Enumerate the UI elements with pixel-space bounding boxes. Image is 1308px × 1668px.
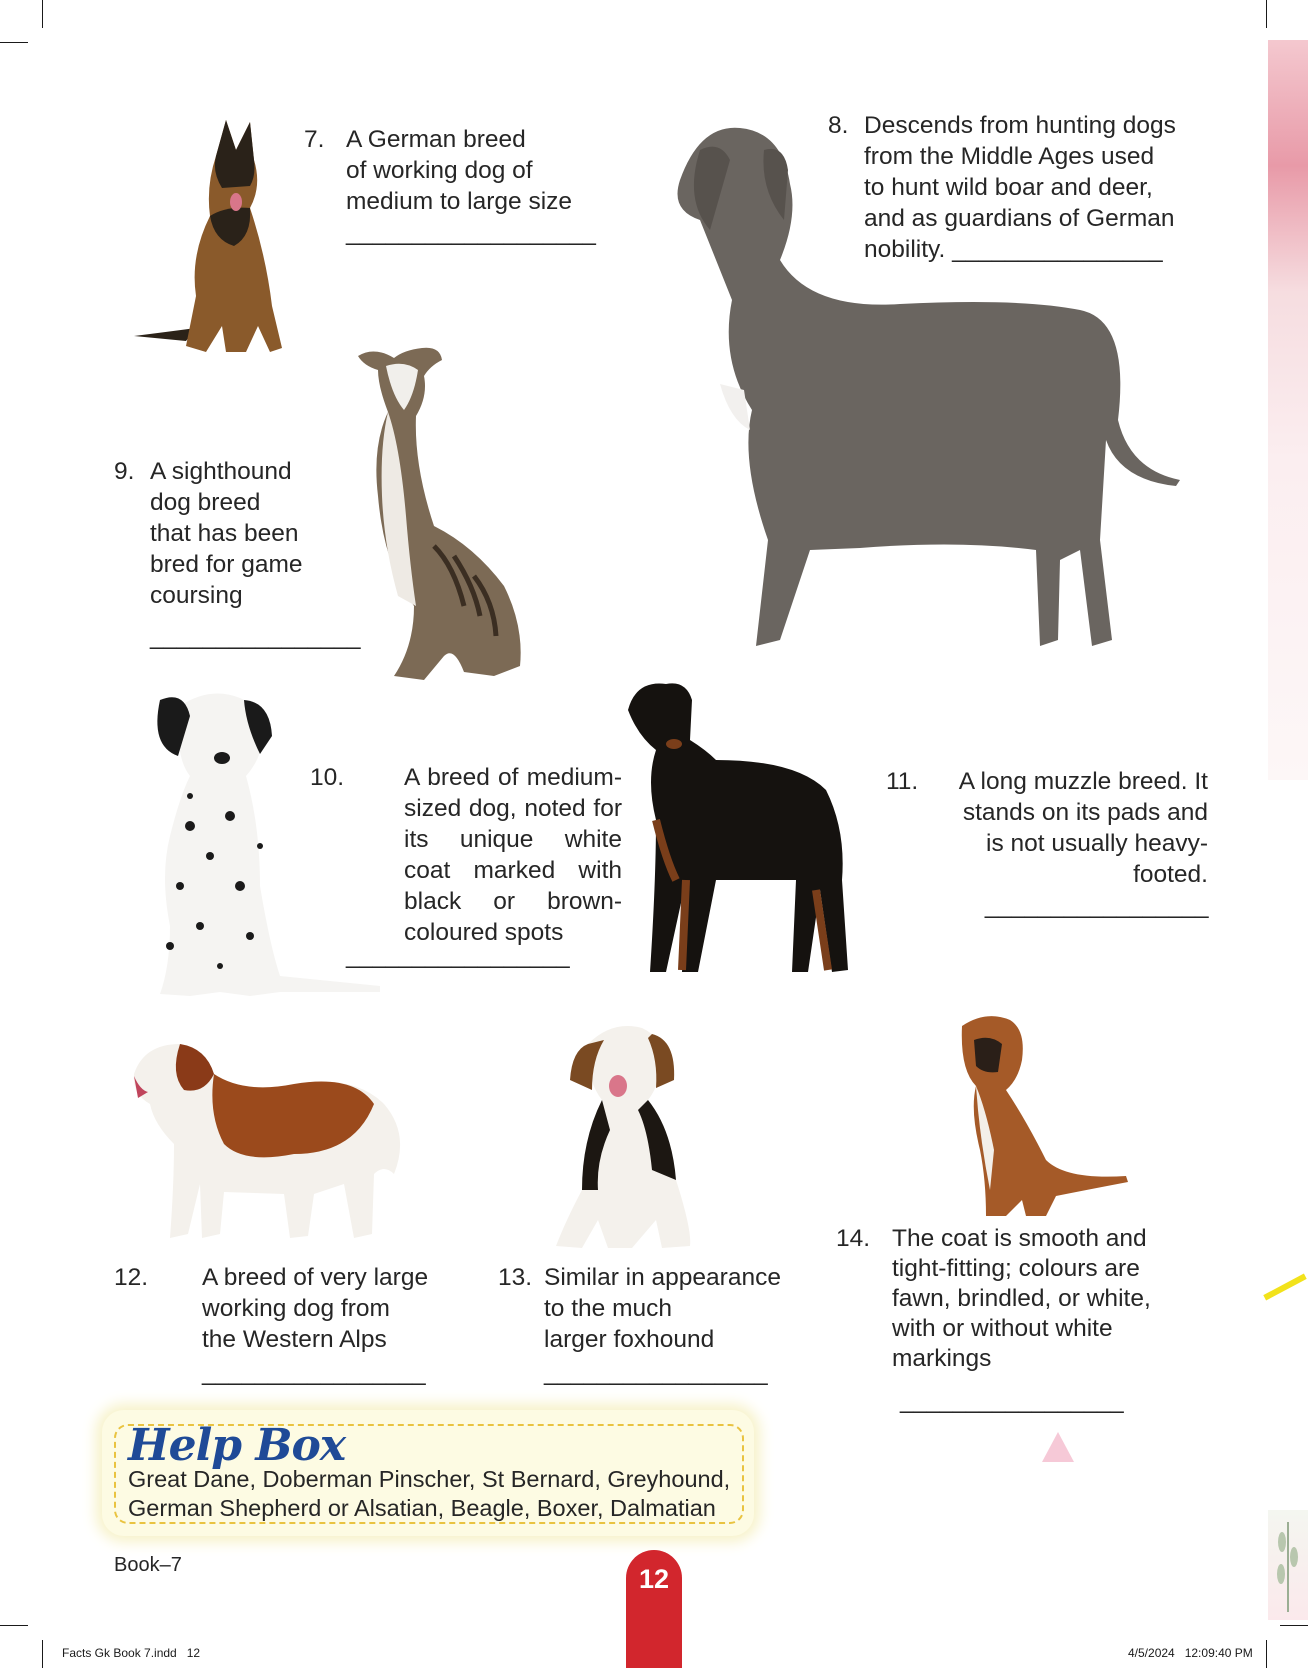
crop-mark xyxy=(0,42,28,43)
print-date-time: 4/5/2024 12:09:40 PM xyxy=(1128,1646,1253,1660)
question-text-line: the Western Alps xyxy=(202,1326,387,1353)
answer-blank[interactable]: ___________________ xyxy=(346,219,596,246)
question-text: A breed of medium-sized dog, noted for its unique white coat marked with black or brown-coloured spots xyxy=(404,764,622,946)
question-text-line: coursing xyxy=(150,582,243,609)
question-text-line: Similar in appearance xyxy=(544,1264,781,1291)
yellow-stroke-decoration xyxy=(1263,1274,1306,1301)
question-text-line: A long muzzle breed. It xyxy=(958,768,1208,795)
question-text-line: of working dog of xyxy=(346,157,533,184)
question-number: 8. xyxy=(828,112,849,139)
flower-decoration xyxy=(1268,40,1308,460)
question-text-line: nobility. xyxy=(864,236,946,263)
help-box-title: Help Box xyxy=(128,1420,346,1471)
crop-mark xyxy=(42,0,43,28)
question-number: 7. xyxy=(304,126,325,153)
page-number-tab xyxy=(626,1550,682,1668)
question-text-line: to the much xyxy=(544,1295,673,1322)
question-text-line: markings xyxy=(892,1345,992,1372)
question-number: 11. xyxy=(886,768,919,795)
question-text-line: with or without white xyxy=(892,1315,1113,1342)
crop-mark xyxy=(1266,1640,1267,1668)
flower-decoration xyxy=(1268,460,1308,780)
answer-blank[interactable]: _________________ xyxy=(346,942,570,969)
question-text-line: A sighthound xyxy=(150,458,292,485)
book-label: Book–7 xyxy=(114,1554,182,1576)
page-number: 12 xyxy=(638,1564,670,1594)
question-text-line: is not usually heavy- xyxy=(986,830,1208,857)
answer-blank[interactable]: _________________ xyxy=(544,1359,768,1386)
german-shepherd-image xyxy=(126,116,304,356)
question-text-line: The coat is smooth and xyxy=(892,1225,1147,1252)
question-text-line: that has been xyxy=(150,520,299,547)
question-text-line: dog breed xyxy=(150,489,261,516)
help-box-line: German Shepherd or Alsatian, Beagle, Boxer, Dalmatian xyxy=(128,1495,716,1521)
leaf-icon xyxy=(1268,1512,1308,1612)
question-text-line: from the Middle Ages used xyxy=(864,143,1155,170)
question-text-line: fawn, brindled, or white, xyxy=(892,1285,1151,1312)
question-number: 13. xyxy=(498,1264,533,1291)
help-box-line: Great Dane, Doberman Pinscher, St Bernard, Greyhound, xyxy=(128,1466,731,1492)
answer-blank[interactable]: _________________ xyxy=(984,892,1208,919)
question-number: 9. xyxy=(114,458,135,485)
help-box-words xyxy=(128,1465,730,1523)
question-text-line: A breed of very large xyxy=(202,1264,429,1291)
file-name-slug: Facts Gk Book 7.indd 12 xyxy=(62,1646,201,1660)
answer-blank[interactable]: _________________ xyxy=(900,1387,1124,1414)
beagle-image xyxy=(552,1020,712,1252)
question-text-line: and as guardians of German xyxy=(864,205,1175,232)
question-text-line: larger foxhound xyxy=(544,1326,715,1353)
question-text-line: A German breed xyxy=(346,126,526,153)
question-number: 14. xyxy=(836,1225,871,1252)
boxer-image xyxy=(946,1010,1136,1224)
crop-mark xyxy=(0,1625,28,1626)
crop-mark xyxy=(1280,1625,1308,1626)
question-number: 12. xyxy=(114,1264,149,1291)
answer-blank[interactable]: _________________ xyxy=(202,1359,426,1386)
question-text-line: stands on its pads and xyxy=(962,799,1208,826)
answer-blank[interactable]: ________________ xyxy=(952,236,1163,263)
question-text-line: tight-fitting; colours are xyxy=(892,1255,1140,1282)
question-number: 10. xyxy=(310,764,345,791)
question-text-line: Descends from hunting dogs xyxy=(864,112,1176,139)
crop-mark xyxy=(42,1640,43,1668)
triangle-icon xyxy=(1040,1430,1076,1464)
question-text-line: footed. xyxy=(1133,861,1208,888)
crop-mark xyxy=(1266,0,1267,28)
answer-blank[interactable]: ________________ xyxy=(150,623,361,650)
question-text-line: working dog from xyxy=(202,1295,390,1322)
question-text-line: medium to large size xyxy=(346,188,573,215)
st-bernard-image xyxy=(124,1034,414,1246)
question-text-line: bred for game xyxy=(150,551,303,578)
question-text-line: to hunt wild boar and deer, xyxy=(864,174,1153,201)
doberman-image xyxy=(616,680,866,980)
greyhound-image xyxy=(344,346,544,686)
